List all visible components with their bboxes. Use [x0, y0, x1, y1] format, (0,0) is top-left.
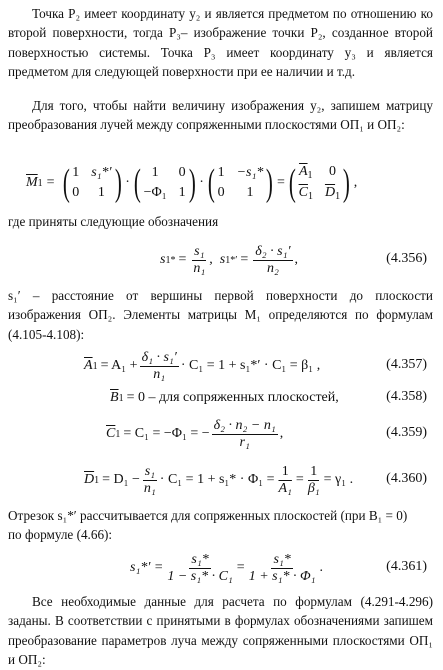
paragraph-conclusion: Все необходимые данные для расчета по формулам (4.291-4.296) заданы. В соответствии с принятыми в формулах обозначениями запишем преобразование параметров луча между сопряженными плоскостями ОП₁ и ОП₂:	[8, 594, 433, 667]
equation-number: (4.359)	[386, 425, 427, 440]
equation-number: (4.360)	[386, 471, 427, 486]
paragraph-matrix-intro: Для того, чтобы найти величину изображения y₂, запишем матрицу преобразования лучей между сопряженными плоскостями ОП₁ и ОП₂:	[8, 98, 433, 133]
paragraph-notation: где приняты следующие обозначения	[8, 214, 219, 229]
equation-4-361: s₁*′ = $\frac{\text{s₁*}}{\text{1 − s₁* · C₁}}$ = $\frac{\text{s₁*}}{\text{1 + s₁* · Φ₁}}$ . (4.361)	[130, 551, 427, 584]
matrix-lhs-sub: 1	[37, 177, 43, 189]
paragraph-intro: Точка P₂ имеет координату y₂ и является предметом по отношению ко второй поверхности, тогда P₃– изображение точки P₂, созданное второй поверхностью системы. Точка P₃ имеет координату y₃ и является предметом для следующей поверхности при ее наличии и т.д.	[8, 6, 433, 79]
equation-4-357: $\overline{A}$ 1 = A₁ + $\frac{\text{δ₁ · s₁′}}{\text{n₁}}$ · C₁ = 1 + s₁*′ · C₁ = β₁ , (4.357)	[84, 349, 427, 382]
equation-number: (4.361)	[386, 559, 427, 574]
matrix-4: ( $\overline{A}_1$ 0 $\overline{C}_1$ $\overline{D}_1$ )	[288, 162, 350, 204]
matrix-1: ( 1 s₁*′ 0 1 )	[62, 162, 122, 204]
paragraph-definition: s₁′ – расстояние от вершины первой поверхности до плоскости изображения ОП₂. Элементы матрицы M₁ определяются по формулам (4.105-4.108):	[8, 288, 433, 342]
matrix-lhs: $\overline{M}$	[26, 175, 38, 190]
equation-4-358: $\overline{B}$ 1 = 0 – для сопряженных плоскостей, (4.358)	[110, 389, 427, 405]
equation-4-359: $\overline{C}$ 1 = C₁ = −Φ₁ = − $\frac{\text{δ₂ · n₂ − n₁}}{\text{r₁}}$ , (4.359)	[106, 417, 427, 450]
paragraph-segment-b: по формуле (4.66):	[8, 527, 113, 542]
equation-4-360: $\overline{D}$ 1 = D₁ − $\frac{\text{s₁}}{\text{n₁}}$ · C₁ = 1 + s₁* · Φ₁ = $\frac{1}{\text{A₁}}$ = $\frac{1}{\text{β₁}}$ = γ₁ . (4.360)	[84, 463, 427, 496]
matrix-3: ( 1 −s₁* 0 1 )	[207, 162, 274, 204]
paragraph-segment-a: Отрезок s₁*′ рассчитывается для сопряженных плоскостей (при B₁ = 0)	[8, 508, 408, 523]
equation-matrix: $\overline{M}$ 1 = ( 1 s₁*′ 0 1 ) · ( 1 0 −Φ₁ 1 ) · ( 1 −s₁* 0 1 ) = ( $\overline{A}_1$ 0 $\overline{C}_1$ $\overline{D}_1$ ) ,	[26, 162, 358, 204]
equation-4-356: s 1 * = $\frac{\text{s₁}}{\text{n₁}}$ , s 1 *′ = $\frac{\text{δ₂ · s₁′}}{\text{n₂}}$ , (4.356)	[160, 243, 427, 276]
matrix-2: ( 1 0 −Φ₁ 1 )	[133, 162, 196, 204]
equation-number: (4.356)	[386, 251, 427, 266]
equation-number: (4.358)	[386, 389, 427, 404]
equation-number: (4.357)	[386, 357, 427, 372]
